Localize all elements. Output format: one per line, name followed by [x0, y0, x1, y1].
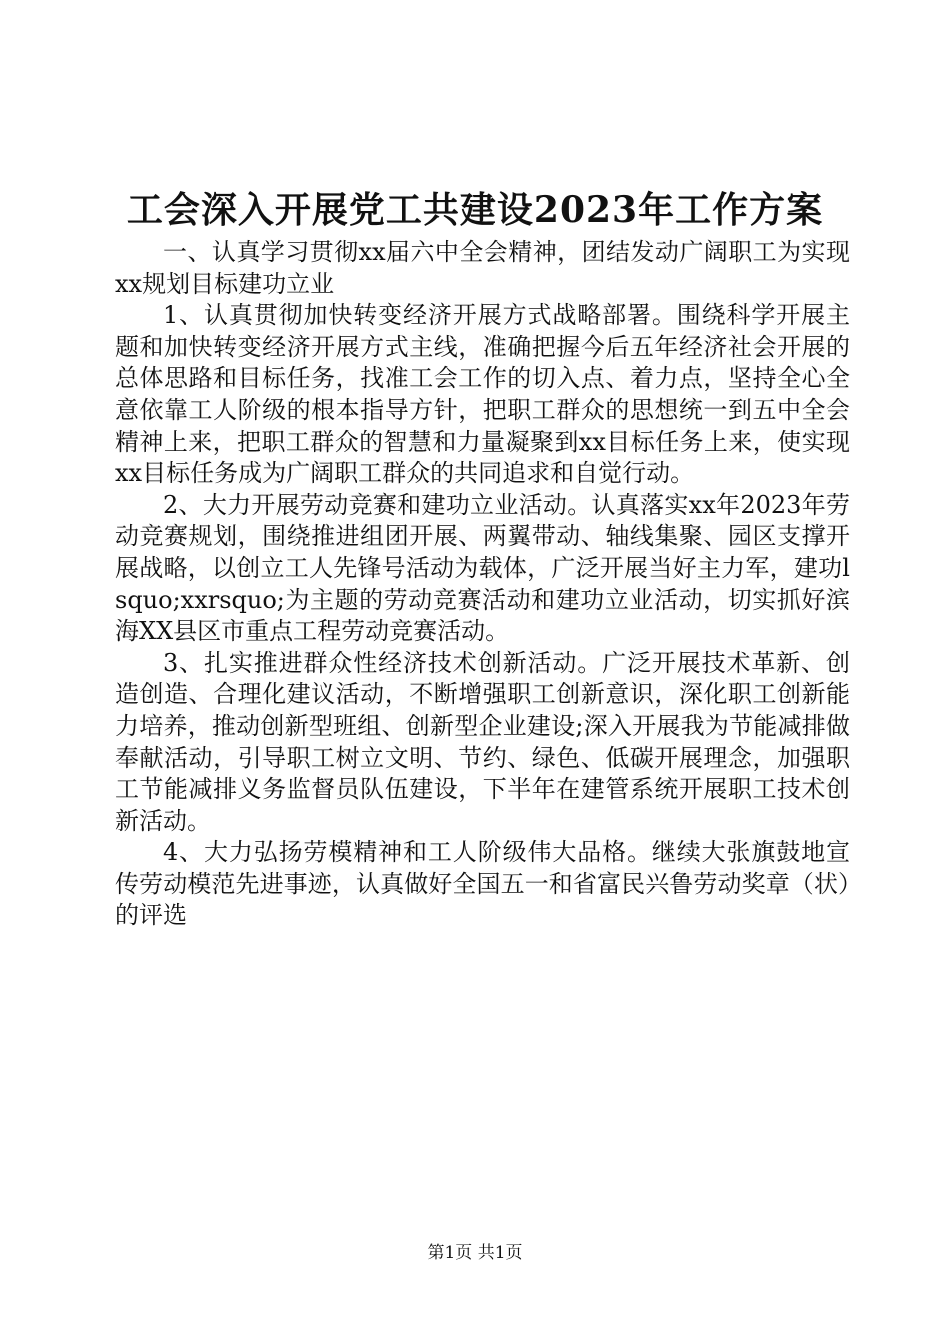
page-footer: 第1页 共1页	[427, 1243, 523, 1263]
paragraph-item-1: 1、认真贯彻加快转变经济开展方式战略部署。围绕科学开展主题和加快转变经济开展方式主线，准确把握今后五年经济社会开展的总体思路和目标任务，找准工会工作的切入点、着力点，坚持全心全意依靠工人阶级的根本指导方针，把职工群众的思想统一到五中全会精神上来，把职工群众的智慧和力量凝聚到xx目标任务上来，使实现xx目标任务成为广阔职工群众的共同追求和自觉行动。	[115, 301, 850, 488]
document-body	[115, 237, 850, 932]
document-title: 工会深入开展党工共建设2023年工作方案	[126, 189, 824, 231]
paragraph-item-4: 4、大力弘扬劳模精神和工人阶级伟大品格。继续大张旗鼓地宣传劳动模范先进事迹，认真做好全国五一和省富民兴鲁劳动奖章（状）的评选	[115, 838, 850, 930]
paragraph-item-3: 3、扎实推进群众性经济技术创新活动。广泛开展技术革新、创造创造、合理化建议活动，不断增强职工创新意识，深化职工创新能力培养，推动创新型班组、创新型企业建设;深入开展我为节能减排做奉献活动，引导职工树立文明、节约、绿色、低碳开展理念，加强职工节能减排义务监督员队伍建设，下半年在建管系统开展职工技术创新活动。	[115, 648, 850, 835]
paragraph-item-2: 2、大力开展劳动竞赛和建功立业活动。认真落实xx年2023年劳动竞赛规划，围绕推进组团开展、两翼带动、轴线集聚、园区支撑开展战略，以创立工人先锋号活动为载体，广泛开展当好主力军，建功lsquo;xxrsquo;为主题的劳动竞赛活动和建功立业活动，切实抓好滨海XX县区市重点工程劳动竞赛活动。	[115, 490, 850, 646]
paragraph-section-1: 一、认真学习贯彻xx届六中全会精神，团结发动广阔职工为实现xx规划目标建功立业	[115, 238, 850, 298]
